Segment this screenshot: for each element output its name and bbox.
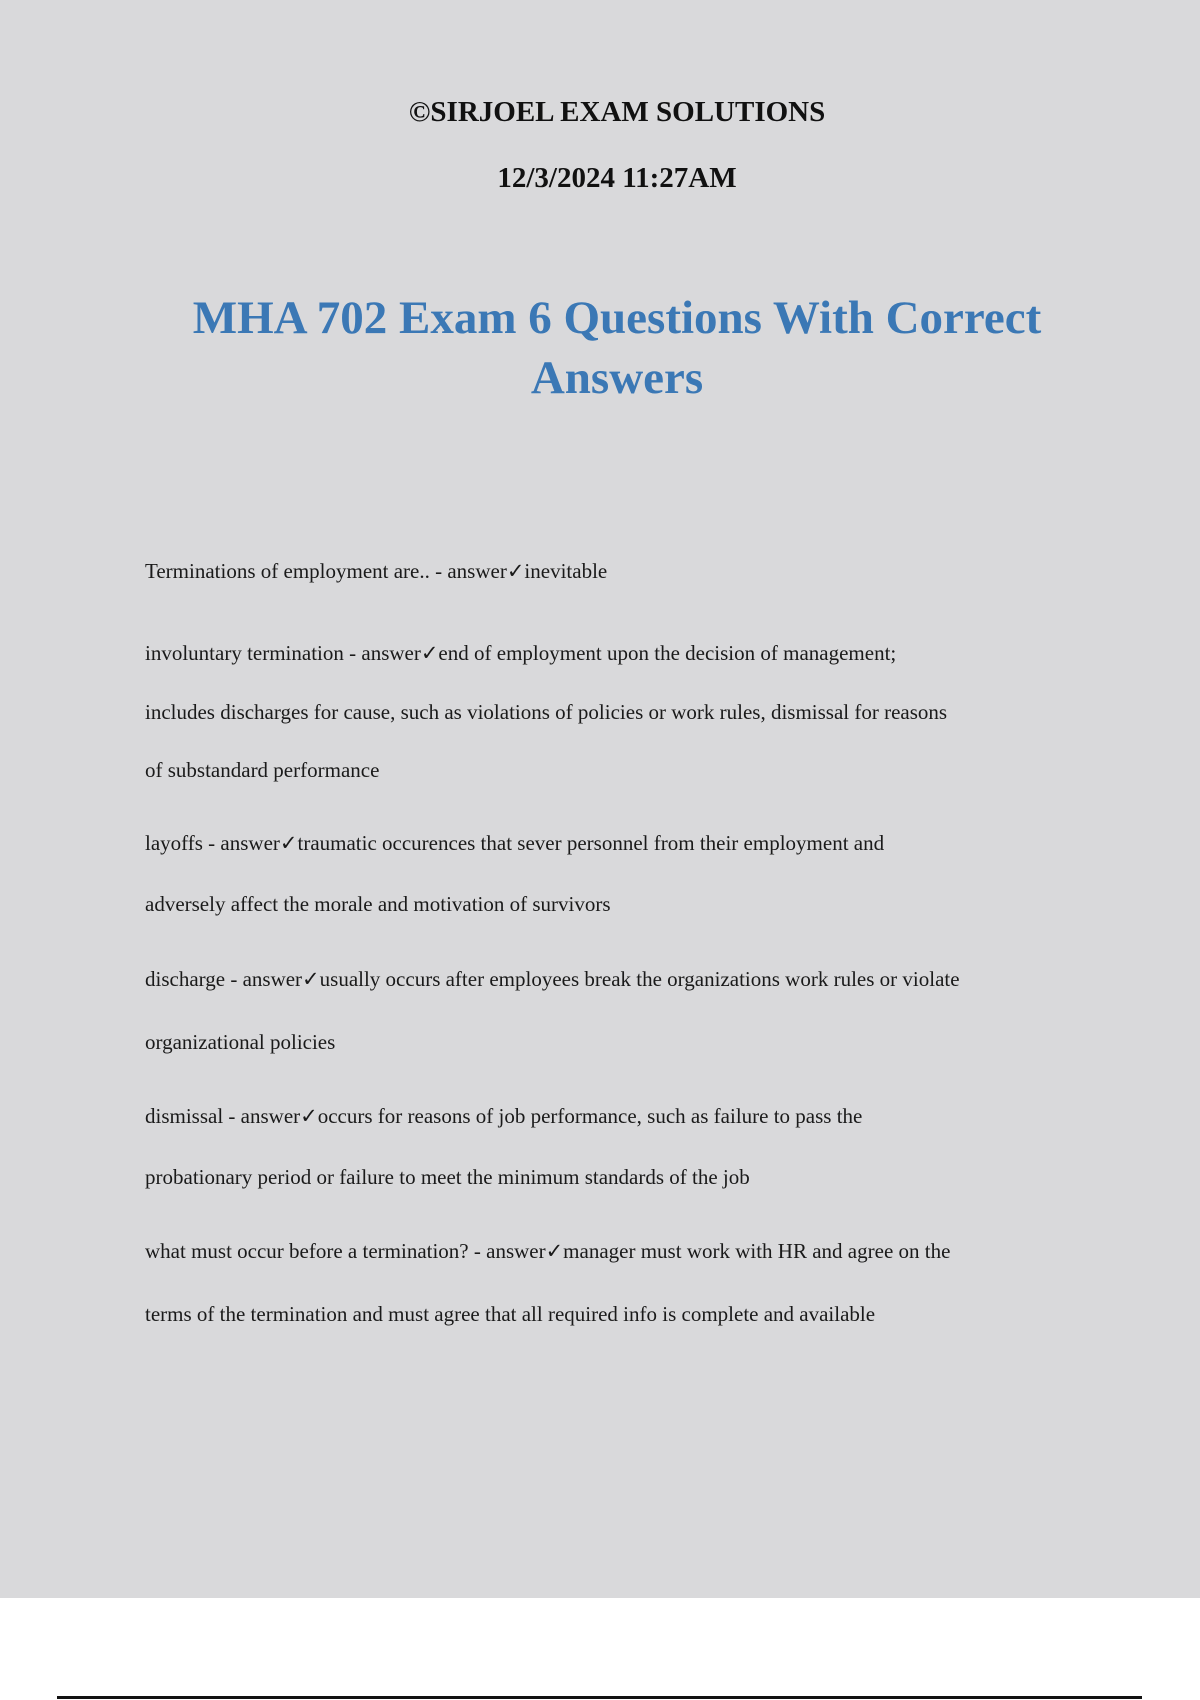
qa-line: adversely affect the morale and motivation of survivors [145,892,611,916]
qa-line: dismissal - answer✓occurs for reasons of job performance, such as failure to pass the [145,1104,863,1128]
qa-line: includes discharges for cause, such as violations of policies or work rules, dismissal for reasons [145,700,948,724]
copyright-header: ©SIRJOEL EXAM SOLUTIONS [408,96,826,128]
qa-line: involuntary termination - answer✓end of employment upon the decision of management; [145,641,897,665]
qa-line: discharge - answer✓usually occurs after employees break the organizations work rules or violate [145,967,960,991]
qa-line: Terminations of employment are.. - answer✓inevitable [145,559,608,583]
qa-line: terms of the termination and must agree that all required info is complete and available [145,1302,876,1326]
document-datetime: 12/3/2024 11:27AM [497,162,737,194]
qa-line: of substandard performance [145,758,380,782]
qa-line: layoffs - answer✓traumatic occurences that sever personnel from their employment and [145,831,885,855]
page-footer-rule [57,1696,1142,1699]
document-title-line-1: MHA 702 Exam 6 Questions With Correct [192,292,1042,344]
document-title-line-2: Answers [530,352,704,404]
qa-line: organizational policies [145,1030,336,1054]
qa-line: what must occur before a termination? - answer✓manager must work with HR and agree on the [145,1239,951,1263]
qa-line: probationary period or failure to meet the minimum standards of the job [145,1165,750,1189]
